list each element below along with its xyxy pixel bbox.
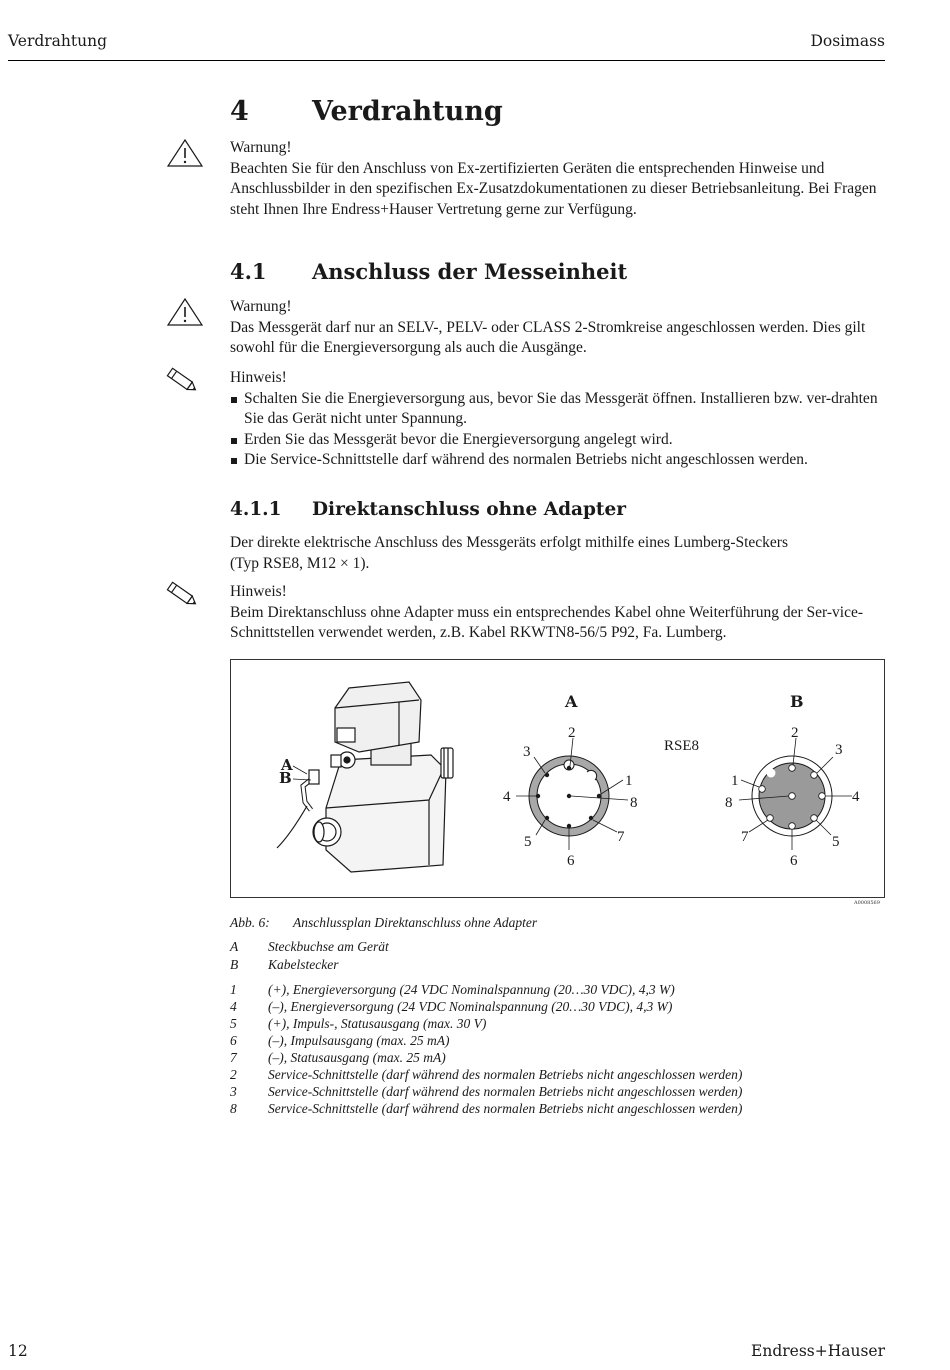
device-label-b: B <box>279 769 292 787</box>
pin-label: 8 <box>725 795 733 811</box>
pin-label: 3 <box>523 744 531 760</box>
figure-code: A0008569 <box>854 900 880 906</box>
list-item: Die Service-Schnittstelle darf während des normalen Betriebs nicht angeschlossen werden. <box>230 450 880 471</box>
pin-label: 4 <box>503 789 511 805</box>
legend-key: A <box>230 939 239 954</box>
note-text: Beim Direktanschluss ohne Adapter muss ein entsprechendes Kabel ohne Weiterführung der Ser-vice-Schnittstellen verwendet werden, z.B. Kabel RKWTN8-56/5 P92, Fa. Lumberg. <box>230 603 864 641</box>
pin-label: 5 <box>832 834 840 850</box>
pin-legend-text: (+), Impuls-, Statusausgang (max. 30 V) <box>268 1016 487 1031</box>
pin-legend-key: 5 <box>230 1016 237 1031</box>
connector-plug-b <box>725 725 860 869</box>
warning-text: Beachten Sie für den Anschluss von Ex-zertifizierten Geräten die entsprechenden Hinweise und Anschlussbilder in den spezifischen Ex-Zusatzdokumentationen zu dieser Betriebsanleitung. Bei Fragen steht Ihnen Ihre Endress+Hauser Vertretung gerne zur Verfügung. <box>230 159 877 218</box>
legend-text: Steckbuchse am Gerät <box>268 939 389 954</box>
pin-legend-text: (–), Statusausgang (max. 25 mA) <box>268 1050 446 1065</box>
section-4-1-title: Anschluss der Messeinheit <box>312 259 628 284</box>
warning-block <box>230 138 880 220</box>
note-block <box>230 368 880 471</box>
intro-line: (Typ RSE8, M12 × 1). <box>230 554 370 572</box>
device-label-a: A <box>281 756 293 774</box>
pin-legend-text: (–), Impulsausgang (max. 25 mA) <box>268 1033 450 1048</box>
pin-label: 6 <box>567 853 575 869</box>
footer-brand: Endress+Hauser <box>751 1342 885 1360</box>
pin-legend-key: 6 <box>230 1033 237 1048</box>
warning-icon <box>166 297 204 327</box>
note-label: Hinweis! <box>230 583 287 600</box>
pin-legend-key: 8 <box>230 1101 237 1116</box>
connector-b-title: B <box>790 692 804 711</box>
intro-line: Der direkte elektrische Anschluss des Messgeräts erfolgt mithilfe eines Lumberg-Steckers <box>230 534 788 551</box>
section-4-1-number: 4.1 <box>230 259 267 284</box>
pin-legend-key: 4 <box>230 999 237 1014</box>
header-rule <box>8 60 885 61</box>
section-4-1-1-number: 4.1.1 <box>230 499 282 520</box>
connector-socket-a <box>503 725 638 869</box>
pin-label: 1 <box>731 773 739 789</box>
section-4-title: Verdrahtung <box>312 96 503 127</box>
note-label: Hinweis! <box>230 369 287 386</box>
warning-icon <box>166 138 204 168</box>
pin-label: 6 <box>790 853 798 869</box>
pin-legend-key: 3 <box>230 1084 237 1099</box>
connection-diagram <box>231 660 884 897</box>
pin-label: 3 <box>835 742 843 758</box>
pin-legend-key: 1 <box>230 982 237 997</box>
pin-label: 7 <box>741 829 749 845</box>
pencil-icon <box>164 580 200 610</box>
list-item: Erden Sie das Messgerät bevor die Energieversorgung angelegt wird. <box>230 430 880 451</box>
running-header-left: Verdrahtung <box>8 32 108 50</box>
running-header-right: Dosimass <box>810 32 885 50</box>
legend-text: Kabelstecker <box>268 957 339 972</box>
legend-key: B <box>230 957 239 972</box>
connector-type-label: RSE8 <box>664 738 700 754</box>
warning-block <box>230 297 880 359</box>
pin-label: 1 <box>625 773 633 789</box>
warning-label: Warnung! <box>230 298 292 315</box>
pin-label: 4 <box>852 789 860 805</box>
pin-label: 5 <box>524 834 532 850</box>
pin-legend-text: (+), Energieversorgung (24 VDC Nominalspannung (20…30 VDC), 4,3 W) <box>268 982 675 997</box>
connector-a-title: A <box>565 692 578 711</box>
pin-label: 7 <box>617 829 625 845</box>
pin-legend-text: Service-Schnittstelle (darf während des normalen Betriebs nicht angeschlossen werden) <box>268 1101 743 1116</box>
intro-paragraph <box>230 533 880 574</box>
page-number: 12 <box>8 1342 28 1360</box>
note-block <box>230 582 880 644</box>
wiring-figure <box>230 659 885 898</box>
pin-label: 2 <box>568 725 576 741</box>
pin-legend-key: 7 <box>230 1050 237 1065</box>
warning-text: Das Messgerät darf nur an SELV-, PELV- oder CLASS 2-Stromkreise angeschlossen werden. Dies gilt sowohl für die Energieversorgung als auch die Ausgänge. <box>230 318 866 356</box>
section-4-1-1-title: Direktanschluss ohne Adapter <box>312 499 626 520</box>
figure-caption-text: Anschlussplan Direktanschluss ohne Adapter <box>293 915 538 930</box>
list-item: Schalten Sie die Energieversorgung aus, bevor Sie das Messgerät öffnen. Installieren bzw. ver-drahten Sie das Gerät nicht unter Spannung. <box>230 389 880 430</box>
pencil-icon <box>164 366 200 396</box>
pin-label: 2 <box>791 725 799 741</box>
device-illustration <box>277 682 453 872</box>
pin-legend-text: Service-Schnittstelle (darf während des normalen Betriebs nicht angeschlossen werden) <box>268 1084 743 1099</box>
pin-legend-text: Service-Schnittstelle (darf während des normalen Betriebs nicht angeschlossen werden) <box>268 1067 743 1082</box>
section-4-number: 4 <box>230 96 249 127</box>
pin-label: 8 <box>630 795 638 811</box>
pin-legend-key: 2 <box>230 1067 237 1082</box>
figure-caption-number: Abb. 6: <box>230 915 270 930</box>
warning-label: Warnung! <box>230 139 292 156</box>
pin-legend-text: (–), Energieversorgung (24 VDC Nominalspannung (20…30 VDC), 4,3 W) <box>268 999 673 1014</box>
